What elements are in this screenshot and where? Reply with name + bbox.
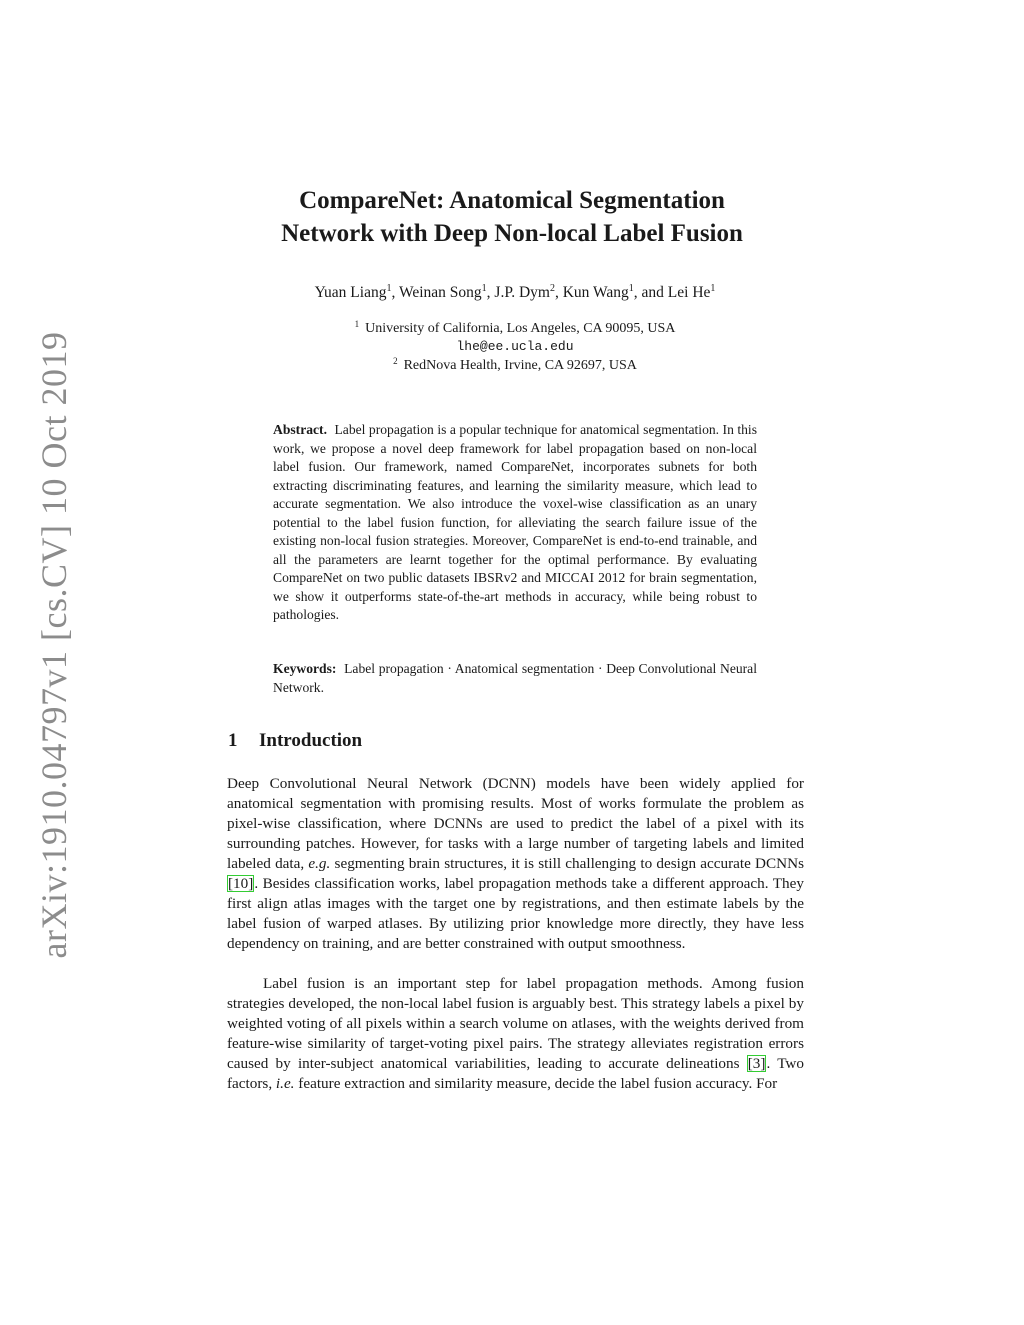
title-line-2: Network with Deep Non-local Label Fusion	[281, 220, 743, 247]
abstract-text: Label propagation is a popular technique for anatomical segmentation. In this work, we propose a novel deep framework for label propagation based on non-local label fusion. Our framework, named CompareNet, incorporates subnets for both extracting discriminating features, and learning the similarity measure, which lead to accurate segmentation. We also introduce the voxel-wise classification as an unary potential to the label fusion function, for alleviating the search failure issue of the existing non-local fusion strategies. Moreover, CompareNet is end-to-end trainable, and all the parameters are learnt together for the optimal performance. By evaluating CompareNet on two public datasets IBSRv2 and MICCAI 2012 for brain segmentation, we show it outperforms state-of-the-art methods in accuracy, while being robust to pathologies.	[273, 422, 758, 622]
citation-link[interactable]: [3]	[747, 1055, 766, 1072]
keywords-label: Keywords:	[273, 661, 337, 676]
author-affiliation-mark: 1	[628, 283, 634, 294]
contact-email: lhe@ee.ucla.edu	[456, 339, 574, 354]
author-name: Yuan Liang	[314, 284, 387, 301]
author-affiliation-mark: 1	[386, 283, 392, 294]
section-title: Introduction	[259, 730, 363, 751]
section-number: 1	[228, 730, 238, 751]
citation-link[interactable]: [10]	[228, 875, 254, 892]
author-affiliation-mark: 1	[481, 283, 487, 294]
affiliation-1: $^1$ University of California, Los Angeles, CA 90095, USA	[354, 319, 676, 336]
author-affiliation-mark: 2	[549, 283, 555, 294]
author-list: Yuan Liang$^1$, Weinan Song$^1$, J.P. Dym$^2$, Kun Wang$^1$, and Lei He$^1$	[314, 283, 716, 301]
introduction-paragraph-1: Deep Convolutional Neural Network (DCNN) models have been widely applied for anatomical segmentation with promising results. Most of works formulate the problem as pixel-wise classification, where DCNNs are used to predict the label of a pixel with its surrounding patches. However, for tasks with a large number of targeting labels and limited labeled data, e.g. segmenting brain structures, it is still challenging to design accurate DCNNs [10]. Besides classification works, label propagation methods take a different approach. They first align atlas images with the target one by registrations, and then estimate labels by the label fusion of warped atlases. By utilizing prior knowledge more directly, they have less dependency on training, and are better constrained with output smoothness.	[227, 775, 804, 952]
section-heading-introduction	[228, 730, 362, 752]
author-name: Kun Wang	[562, 284, 629, 301]
title-line-1: CompareNet: Anatomical Segmentation	[299, 187, 725, 214]
keywords	[273, 660, 757, 697]
abstract	[273, 421, 757, 625]
arxiv-identifier: arXiv:1910.04797v1 [cs.CV] 10 Oct 2019	[34, 331, 74, 959]
author-affiliation-mark: 1	[710, 283, 716, 294]
author-name: J.P. Dym	[494, 284, 550, 301]
keywords-text: Label propagation · Anatomical segmentation · Deep Convolutional Neural Network.	[273, 661, 757, 695]
introduction-paragraph-2: Label fusion is an important step for label propagation methods. Among fusion strategies developed, the non-local label fusion is arguably best. This strategy labels a pixel by weighted voting of all pixels within a search volume on atlases, with the weights derived from feature-wise similarity of target-voting pixel pairs. The strategy alleviates registration errors caused by inter-subject anatomical variabilities, leading to accurate delineations [3]. Two factors, i.e. feature extraction and similarity measure, decide the label fusion accuracy. For	[227, 975, 804, 1092]
author-name: Weinan Song	[398, 284, 482, 301]
paper-title	[0, 184, 1024, 250]
abstract-label: Abstract.	[273, 422, 327, 437]
author-name: Lei He	[667, 284, 711, 301]
affiliation-2: $^2$ RedNova Health, Irvine, CA 92697, USA	[393, 356, 637, 373]
